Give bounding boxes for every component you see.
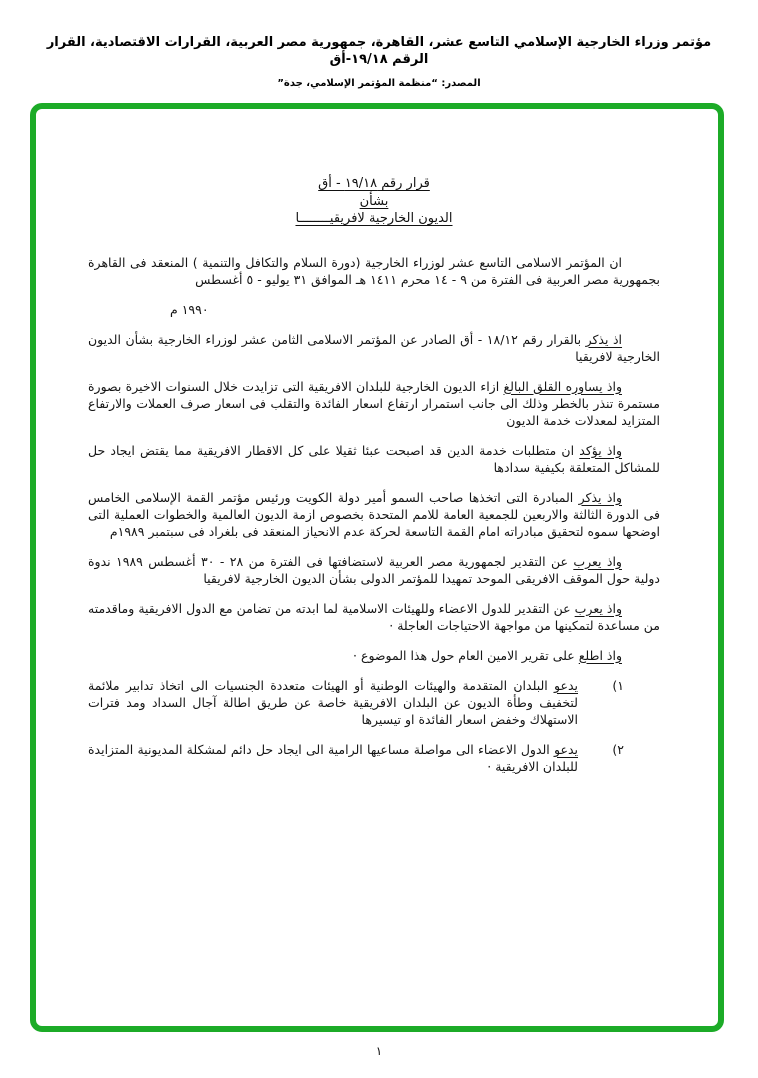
paragraph-text: عن التقدير لجمهورية مصر العربية لاستضافتها فى الفترة من ٢٨ - ٣٠ أغسطس ١٩٨٩ ندوة دولية حول الموقف الافريقى الموحد تمهيدا للمؤتمر الدولى بشأن الديون الخارجية لافريقيا — [88, 553, 660, 586]
paragraph-text: ان المؤتمر الاسلامى التاسع عشر لوزراء الخارجية (دورة السلام والتكافل والتنمية ) المنعقد فى القاهرة بجمهورية مصر العربية فى الفترة من ٩ - ١٤ محرم ١٤١١ هـ الموافق ٣١ يوليو - ٥ أغسطس — [88, 254, 660, 287]
paragraph-concern — [88, 378, 660, 429]
operative-item-2 — [88, 741, 624, 775]
paragraph-preamble-year: ١٩٩٠ م — [170, 301, 209, 317]
header-title: مؤتمر وزراء الخارجية الإسلامي التاسع عشر، القاهرة، جمهورية مصر العربية، القرارات الاقتصادية، القرار الرقم ١٩/١٨-أق — [46, 35, 712, 67]
paragraph-lead: واذ يؤكد — [579, 442, 623, 458]
item-lead: يدعو — [554, 677, 578, 693]
resolution-title-block — [88, 175, 660, 228]
paragraph-text: على تقرير الامين العام حول هذا الموضوع · — [353, 647, 579, 663]
paragraph-preamble — [88, 254, 660, 288]
resolution-body — [88, 254, 660, 775]
resolution-subject-line: الديون الخارجية لافريقيــــــــا — [295, 211, 453, 226]
paragraph-text: ازاء الديون الخارجية للبلدان الافريقية التى تزايدت خلال السنوات الاخيرة بصورة مستمرة تنذر بالخطر وذلك الى جانب استمرار ارتفاع اسعار الفائدة والتقلب فى اسعار صرف العملات والارتفاع المتزايد لمعدلات خدمة الديون — [88, 378, 660, 428]
green-border-frame — [30, 103, 724, 1032]
paragraph-initiative — [88, 489, 660, 540]
paragraph-lead: اذ يذكر — [585, 331, 623, 347]
paragraph-lead: واذ اطلع — [578, 647, 622, 663]
paragraph-recalling — [88, 331, 660, 365]
item-number: ٢) — [612, 741, 624, 757]
resolution-concerning-line: بشأن — [359, 193, 389, 209]
paragraph-text: عن التقدير للدول الاعضاء وللهيئات الاسلامية لما ابدته من تضامن مع الدول الافريقية وماقدمته من مساعدة لتمكينها من مواجهة الاحتياجات العاجلة · — [88, 600, 660, 633]
paragraph-report — [88, 647, 660, 664]
resolution-number-line: قرار رقم ١٩/١٨ - أق — [318, 176, 430, 191]
item-text — [88, 677, 578, 728]
item-number: ١) — [612, 677, 624, 693]
item-body: البلدان المتقدمة والهيئات الوطنية أو الهيئات متعددة الجنسيات الى اتخاذ تدابير ملائمة لتخفيف وطأة الديون عن البلدان الافريقية خاصة عن طريق اطالة آجال السداد ومد فترات الاستهلاك وخفض اسعار الفائدة او تيسيرها — [88, 677, 578, 727]
paragraph-appreciation-members — [88, 600, 660, 634]
paragraph-lead: واذ يذكر — [578, 489, 622, 505]
paragraph-text: ان متطلبات خدمة الدين قد اصبحت عبئا ثقيلا على كل الاقطار الافريقية مما يقتض ايجاد حل للمشاكل المتعلقة بكيفية سدادها — [88, 442, 660, 475]
document-header — [0, 34, 758, 89]
paragraph-lead: واذ يعرب — [573, 553, 622, 569]
item-lead: يدعو — [554, 741, 578, 757]
paragraph-lead: واذ يعرب — [574, 600, 622, 616]
item-text — [88, 741, 578, 775]
operative-item-1 — [88, 677, 624, 728]
paragraph-lead: واذ يساوره القلق البالغ — [503, 378, 622, 394]
paragraph-affirming — [88, 442, 660, 476]
item-body: الدول الاعضاء الى مواصلة مساعيها الرامية الى ايجاد حل دائم لمشكلة المديونية المتزايدة للبلدان الافريقية · — [88, 741, 578, 774]
header-source-line: المصدر: “منظمة المؤتمر الإسلامي، جدة” — [277, 78, 481, 89]
paragraph-text: بالقرار رقم ١٨/١٢ - أق الصادر عن المؤتمر الاسلامى الثامن عشر لوزراء الخارجية بشأن الديون الخارجية لافريقيا — [88, 331, 660, 364]
paragraph-appreciation-egypt — [88, 553, 660, 587]
paragraph-text: المبادرة التى اتخذها صاحب السمو أمير دولة الكويت ورئيس مؤتمر القمة الإسلامى الخامس فى الدورة الثالثة والاربعين للجمعية العامة للامم المتحدة بخصوص ازمة الديون العالمية والخطوات العملية التى اوضحها سموه لتحقيق مبادراته امام القمة التاسعة لحركة عدم الانحياز المنعقد فى بلغراد فى سبتمبر ١٩٨٩م — [88, 489, 660, 539]
page-number: ١ — [375, 1044, 383, 1058]
